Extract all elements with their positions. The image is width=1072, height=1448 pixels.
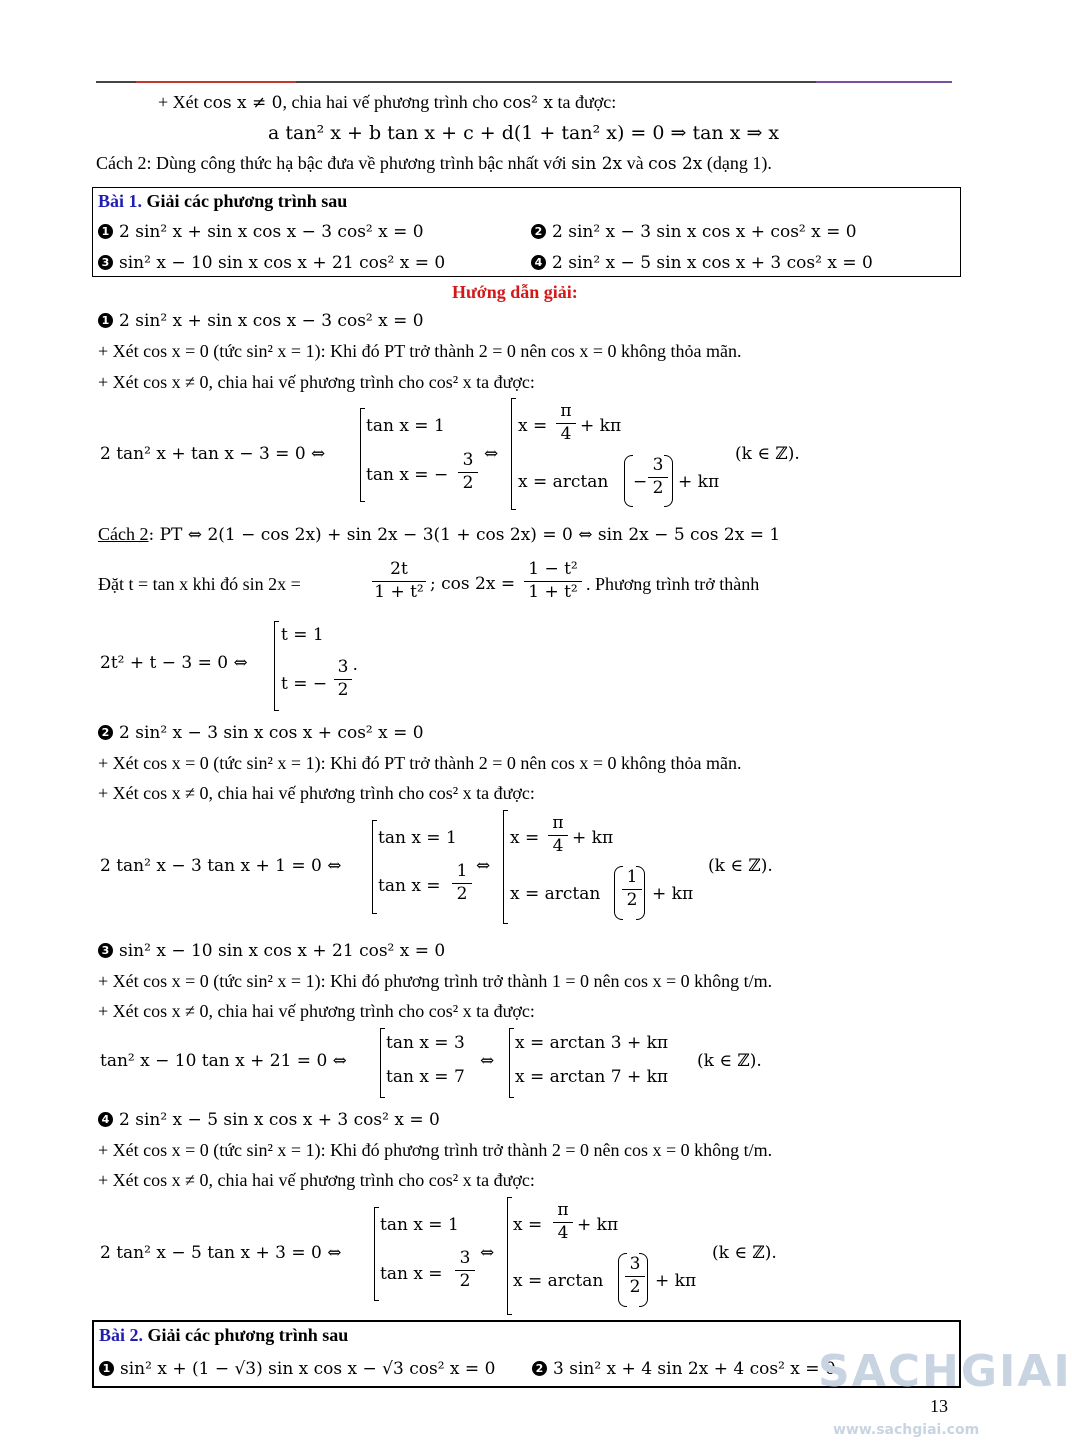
part-3-case-a: tan x = 3	[386, 1033, 465, 1053]
part-2-frac-arctan: 1 2	[622, 868, 642, 910]
header-rule	[96, 81, 952, 83]
part-4-root-2-b: + kπ	[655, 1271, 697, 1291]
part-4-paren-right	[639, 1253, 648, 1307]
part-2-equiv: ⇔	[476, 856, 491, 876]
part-2-case-2: + Xét cos x ≠ 0, chia hai vế phương trình cho cos² x ta được:	[98, 783, 535, 803]
part-4-root-1-a: x =	[513, 1215, 543, 1235]
exercise-1-box	[92, 187, 961, 277]
part-1-method-2: Cách 2: PT ⇔ 2(1 − cos 2x) + sin 2x − 3(1 + cos 2x) = 0 ⇔ sin 2x − 5 cos 2x = 1	[98, 524, 781, 545]
part-3-case-b: tan x = 7	[386, 1067, 465, 1087]
exercise-2-item-1: 1 sin² x + (1 − √3) sin x cos x − √3 cos² x = 0	[99, 1358, 495, 1380]
part-3-heading: 3 sin² x − 10 sin x cos x + 21 cos² x = 0	[98, 940, 445, 962]
exercise-1-item-4: 4 2 sin² x − 5 sin x cos x + 3 cos² x = 0	[531, 252, 873, 274]
part-1-substitution-a: Đặt t = tan x khi đó sin 2x =	[98, 574, 301, 594]
part-4-bracket-2	[507, 1197, 512, 1315]
exercise-1-item-3: 3 sin² x − 10 sin x cos x + 21 cos² x = 0	[98, 252, 445, 274]
exercise-1-title: Bài 1. Giải các phương trình sau	[98, 191, 348, 211]
part-2-frac-pi-4: π 4	[548, 814, 568, 856]
part-1-substitution-c: . Phương trình trở thành	[586, 574, 760, 594]
part-3-lhs: tan² x − 10 tan x + 21 = 0 ⇔	[100, 1051, 347, 1071]
part-3-k-integer: (k ∈ ℤ).	[697, 1051, 762, 1071]
part-1-t1: t = 1	[281, 625, 324, 645]
part-4-k-integer: (k ∈ ℤ).	[712, 1243, 777, 1263]
part-2-root-1-b: + kπ	[572, 828, 614, 848]
part-4-bracket-1	[374, 1207, 379, 1301]
part-1-frac-arctan: 3 2	[648, 456, 668, 498]
part-1-frac-3-2: 3 2	[458, 451, 478, 493]
part-1-case-b: tan x = −	[366, 465, 449, 485]
page-number: 13	[930, 1396, 948, 1416]
part-4-case-2: + Xét cos x ≠ 0, chia hai vế phương trình cho cos² x ta được:	[98, 1170, 535, 1190]
part-1-heading: 1 2 sin² x + sin x cos x − 3 cos² x = 0	[98, 310, 424, 332]
part-4-frac-3-2: 3 2	[455, 1249, 475, 1291]
part-3-bracket-2	[509, 1028, 514, 1098]
part-1-t-dot: .	[353, 654, 358, 674]
part-4-heading: 4 2 sin² x − 5 sin x cos x + 3 cos² x = 0	[98, 1109, 440, 1131]
exercise-2-title: Bài 2. Giải các phương trình sau	[99, 1325, 349, 1345]
part-1-root-2-b: + kπ	[678, 472, 720, 492]
exercise-1-item-1: 1 2 sin² x + sin x cos x − 3 cos² x = 0	[98, 221, 424, 243]
part-2-root-2-b: + kπ	[652, 884, 694, 904]
part-1-substitution-b: ; cos 2x =	[430, 574, 516, 594]
exercise-2-item-2: 2 3 sin² x + 4 sin 2x + 4 cos² x = 0	[532, 1358, 836, 1380]
part-1-frac-pi-4: π 4	[556, 402, 576, 444]
part-4-case-b: tan x =	[380, 1264, 443, 1284]
part-1-bracket-1	[360, 408, 365, 502]
part-4-lhs: 2 tan² x − 5 tan x + 3 = 0 ⇔	[100, 1243, 342, 1263]
part-4-frac-pi-4: π 4	[553, 1201, 573, 1243]
part-3-case-2: + Xét cos x ≠ 0, chia hai vế phương trình cho cos² x ta được:	[98, 1001, 535, 1021]
part-4-root-1-b: + kπ	[577, 1215, 619, 1235]
part-1-case-2: + Xét cos x ≠ 0, chia hai vế phương trình cho cos² x ta được:	[98, 372, 535, 392]
part-1-frac-2t: 2t 1 + t²	[372, 560, 426, 602]
part-1-t2: t = −	[281, 674, 328, 694]
part-1-paren-right	[664, 455, 673, 507]
part-1-t-lhs: 2t² + t − 3 = 0 ⇔	[100, 653, 248, 673]
part-4-frac-arctan: 3 2	[625, 1255, 645, 1297]
part-4-case-1: + Xét cos x = 0 (tức sin² x = 1): Khi đó phương trình trở thành 2 = 0 nên cos x = 0 không t/m.	[98, 1140, 773, 1160]
part-3-equiv: ⇔	[480, 1051, 495, 1071]
watermark-logo: SACHGIAI	[818, 1346, 1072, 1397]
part-1-paren-left	[624, 455, 633, 507]
part-2-root-1-a: x =	[510, 828, 540, 848]
part-1-case-a: tan x = 1	[366, 416, 445, 436]
part-2-case-a: tan x = 1	[378, 828, 457, 848]
part-2-paren-right	[636, 866, 645, 920]
part-1-t-bracket	[274, 621, 279, 711]
part-1-root-1-b: + kπ	[580, 416, 622, 436]
part-3-root-1: x = arctan 3 + kπ	[515, 1033, 669, 1053]
watermark-url: www.sachgiai.com	[833, 1422, 980, 1438]
part-2-root-2-a: x = arctan	[510, 884, 601, 904]
part-2-lhs: 2 tan² x − 3 tan x + 1 = 0 ⇔	[100, 856, 342, 876]
part-1-frac-1-t2: 1 − t² 1 + t²	[524, 560, 582, 602]
part-4-case-a: tan x = 1	[380, 1215, 459, 1235]
part-2-case-1: + Xét cos x = 0 (tức sin² x = 1): Khi đó PT trở thành 2 = 0 nên cos x = 0 không thỏa mãn.	[98, 753, 742, 773]
part-1-k-integer: (k ∈ ℤ).	[735, 444, 800, 464]
part-2-heading: 2 2 sin² x − 3 sin x cos x + cos² x = 0	[98, 722, 424, 744]
part-3-bracket-1	[380, 1028, 385, 1098]
part-1-frac-t: 3 2	[334, 658, 352, 700]
part-1-root-2-sign: −	[633, 472, 648, 492]
part-1-lhs: 2 tan² x + tan x − 3 = 0 ⇔	[100, 444, 326, 464]
part-4-equiv: ⇔	[480, 1243, 495, 1263]
part-2-frac-1-2: 1 2	[452, 862, 472, 904]
part-2-case-b: tan x =	[378, 876, 441, 896]
part-3-case-1: + Xét cos x = 0 (tức sin² x = 1): Khi đó phương trình trở thành 1 = 0 nên cos x = 0 không t/m.	[98, 971, 773, 991]
intro-equation: a tan² x + b tan x + c + d(1 + tan² x) = 0 ⇒ tan x ⇒ x	[268, 122, 780, 144]
part-1-case-1: + Xét cos x = 0 (tức sin² x = 1): Khi đó PT trở thành 2 = 0 nên cos x = 0 không thỏa mãn.	[98, 341, 742, 361]
solution-heading: Hướng dẫn giải:	[452, 282, 578, 302]
part-1-equiv: ⇔	[484, 444, 499, 464]
part-1-bracket-2	[511, 398, 516, 510]
intro-line-1: + Xét cos x ≠ 0, chia hai vế phương trình cho cos² x ta được:	[158, 92, 617, 113]
part-2-bracket-2	[503, 810, 508, 924]
part-2-k-integer: (k ∈ ℤ).	[708, 856, 773, 876]
part-1-root-1-a: x =	[518, 416, 548, 436]
part-4-root-2-a: x = arctan	[513, 1271, 604, 1291]
part-2-bracket-1	[372, 820, 377, 914]
part-1-root-2-a: x = arctan	[518, 472, 609, 492]
exercise-1-item-2: 2 2 sin² x − 3 sin x cos x + cos² x = 0	[531, 221, 857, 243]
part-3-root-2: x = arctan 7 + kπ	[515, 1067, 669, 1087]
intro-method-2: Cách 2: Dùng công thức hạ bậc đưa về phương trình bậc nhất với sin 2x và cos 2x (dạng 1).	[96, 153, 772, 174]
